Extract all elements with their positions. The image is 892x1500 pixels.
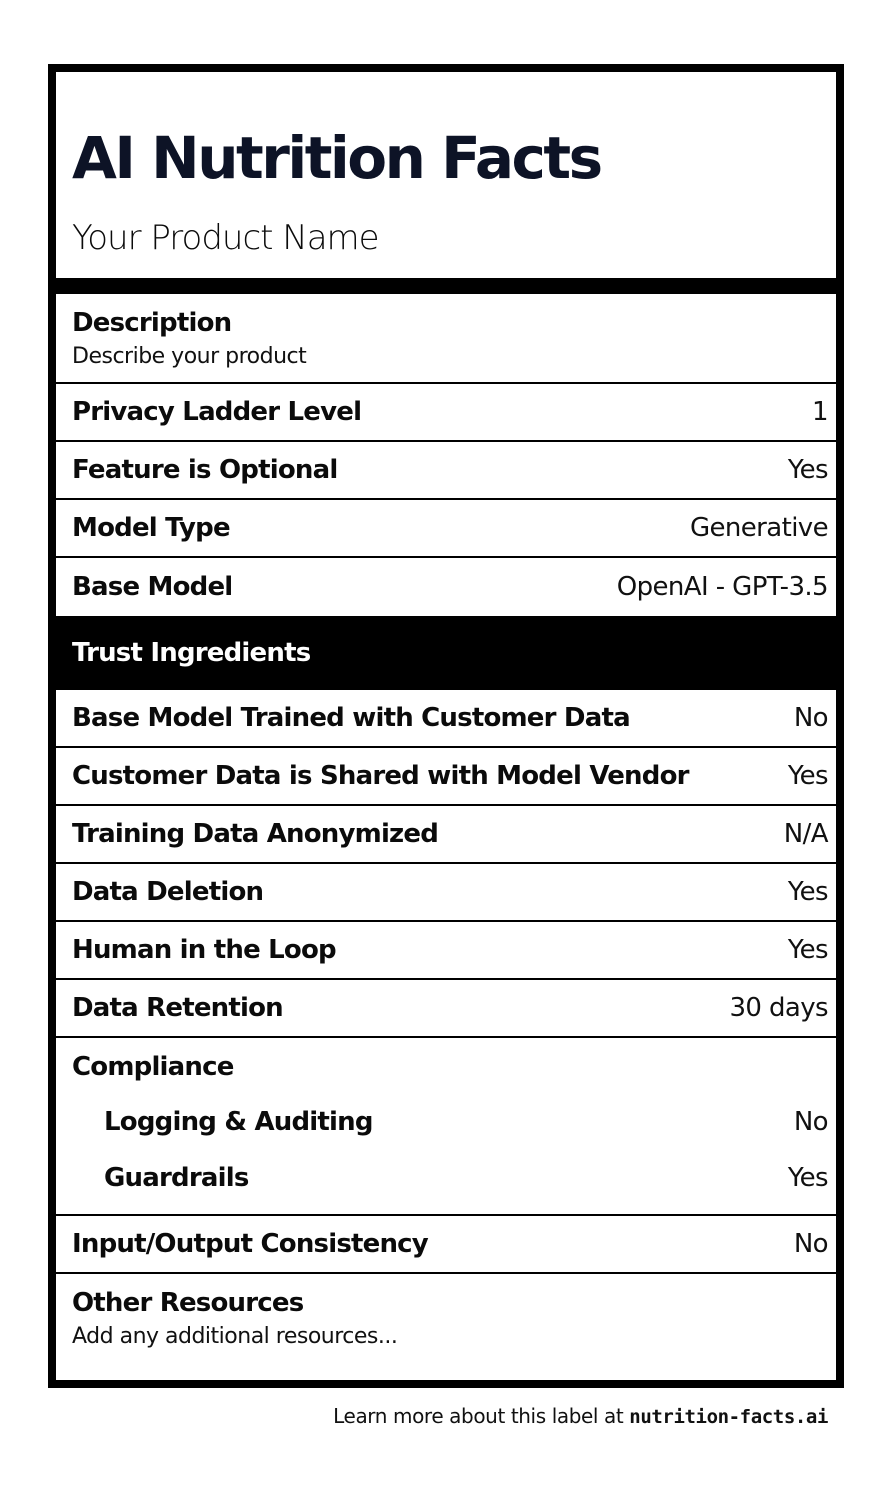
- row-value: 30 days: [729, 993, 828, 1023]
- row-value: N/A: [783, 819, 828, 849]
- row-label: Feature is Optional: [72, 455, 338, 485]
- row-value: 1: [812, 397, 828, 427]
- row-value: No: [793, 1229, 828, 1259]
- compliance-item-row: [56, 1150, 836, 1206]
- row-value: No: [793, 1107, 828, 1137]
- compliance-section: [56, 1038, 836, 1216]
- description-label: Description: [72, 308, 232, 338]
- row-label: Data Deletion: [72, 877, 264, 907]
- row-value: No: [793, 703, 828, 733]
- consistency-row: [56, 1216, 836, 1274]
- row-label: Privacy Ladder Level: [72, 397, 362, 427]
- other-resources-row: [56, 1274, 836, 1364]
- compliance-label: Compliance: [72, 1052, 234, 1082]
- row-value: Generative: [689, 513, 828, 543]
- row-value: Yes: [787, 877, 828, 907]
- row-label: Customer Data is Shared with Model Vendor: [72, 761, 689, 791]
- other-resources-label: Other Resources: [72, 1288, 304, 1318]
- ai-nutrition-facts-label: [48, 64, 844, 1388]
- footer: [333, 1404, 828, 1428]
- trust-ingredient-row: [56, 864, 836, 922]
- trust-ingredient-row: [56, 690, 836, 748]
- row-label: Model Type: [72, 513, 230, 543]
- trust-ingredient-row: [56, 748, 836, 806]
- row-label: Logging & Auditing: [104, 1107, 373, 1137]
- trust-ingredient-row: [56, 922, 836, 980]
- product-name: Your Product Name: [72, 218, 379, 258]
- row-label: Base Model Trained with Customer Data: [72, 703, 630, 733]
- row-label: Training Data Anonymized: [72, 819, 439, 849]
- other-resources-value: Add any additional resources...: [72, 1324, 398, 1349]
- row-value: Yes: [787, 455, 828, 485]
- row-label: Data Retention: [72, 993, 283, 1023]
- trust-ingredient-row: [56, 980, 836, 1038]
- footer-text: Learn more about this label at: [333, 1404, 624, 1428]
- row-label: Human in the Loop: [72, 935, 336, 965]
- compliance-item-row: [56, 1094, 836, 1150]
- model-type-row: [56, 500, 836, 558]
- row-label: Input/Output Consistency: [72, 1229, 428, 1259]
- trust-ingredients-heading: Trust Ingredients: [56, 616, 836, 690]
- footer-link[interactable]: nutrition-facts.ai: [629, 1406, 828, 1428]
- trust-ingredient-row: [56, 806, 836, 864]
- row-value: Yes: [787, 761, 828, 791]
- privacy-ladder-level-row: [56, 384, 836, 442]
- row-value: Yes: [787, 1163, 828, 1193]
- label-title: AI Nutrition Facts: [72, 124, 601, 192]
- row-label: Guardrails: [104, 1163, 249, 1193]
- base-model-row: [56, 558, 836, 616]
- row-label: Base Model: [72, 572, 233, 602]
- row-value: Yes: [787, 935, 828, 965]
- feature-optional-row: [56, 442, 836, 500]
- description-row: [56, 294, 836, 384]
- description-value: Describe your product: [72, 344, 307, 369]
- label-header: [56, 72, 836, 294]
- row-value: OpenAI - GPT-3.5: [616, 572, 828, 602]
